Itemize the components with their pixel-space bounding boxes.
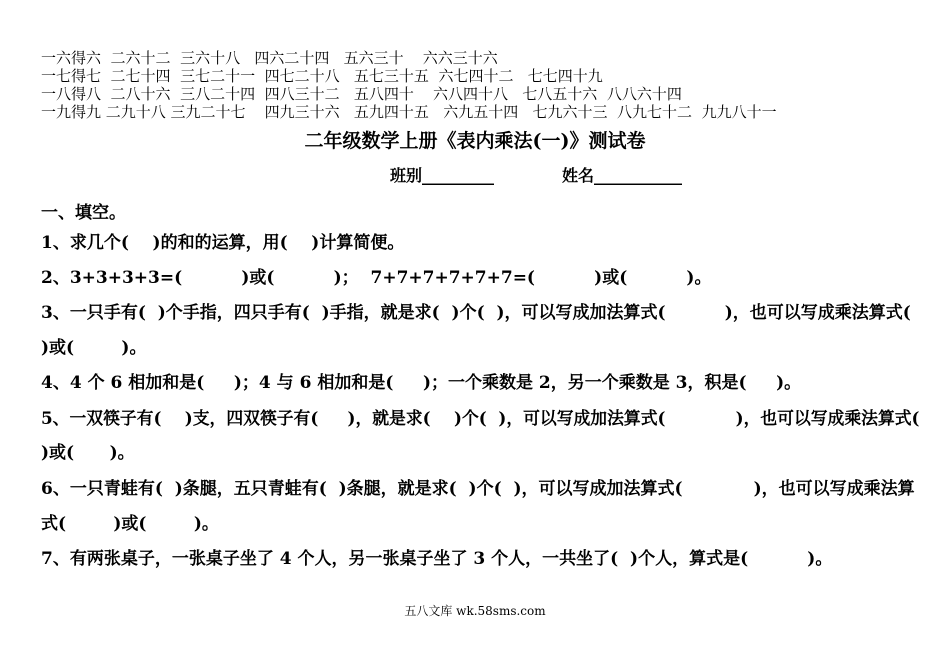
multiplication-table-row-7: 一七得七 二七十四 三七二十一 四七二十八 五七三十五 六七四十二 七七四十九 bbox=[41, 67, 603, 85]
question-4: 4、4 个 6 相加和是( )；4 与 6 相加和是( )；一个乘数是 2，另一个乘数是 3，积是( )。 bbox=[41, 373, 802, 393]
footer-watermark: 五八文库 wk.58sms.com bbox=[404, 604, 546, 618]
question-1: 1、求几个( )的和的运算，用( )计算简便。 bbox=[41, 233, 405, 253]
section-fill-in-blank: 一、填空。 bbox=[41, 203, 126, 223]
question-3: 3、一只手有( )个手指，四只手有( )手指，就是求( )个( )，可以写成加法算式( )，也可以写成乘法算式( bbox=[41, 303, 911, 323]
multiplication-table-row-9: 一九得九 二九十八 三九二十七 四九三十六 五九四十五 六九五十四 七九六十三 八九七十二 九九八十一 bbox=[41, 103, 777, 121]
multiplication-table-row-6: 一六得六 二六十二 三六十八 四六二十四 五六三十 六六三十六 bbox=[41, 49, 498, 67]
question-6-continued: 式( )或( )。 bbox=[41, 514, 219, 534]
multiplication-table-row-8: 一八得八 二八十六 三八二十四 四八三十二 五八四十 六八四十八 七八五十六 八八六十四 bbox=[41, 85, 682, 103]
name-field: 姓名___________ bbox=[562, 166, 683, 185]
question-5-continued: )或( )。 bbox=[41, 443, 135, 463]
question-6: 6、一只青蛙有( )条腿，五只青蛙有( )条腿，就是求( )个( )，可以写成加法算式( )，也可以写成乘法算 bbox=[41, 479, 915, 499]
question-3-continued: )或( )。 bbox=[41, 338, 147, 358]
question-5: 5、一双筷子有( )支，四双筷子有( )，就是求( )个( )，可以写成加法算式( )，也可以写成乘法算式( bbox=[41, 408, 920, 428]
page-title: 二年级数学上册《表内乘法(一)》测试卷 bbox=[304, 130, 646, 152]
question-2: 2、3+3+3+3=( )或( )； 7+7+7+7+7+7=( )或( )。 bbox=[41, 268, 712, 288]
question-7: 7、有两张桌子，一张桌子坐了 4 个人，另一张桌子坐了 3 个人，一共坐了( )个人，算式是( )。 bbox=[41, 549, 833, 569]
class-field: 班别_________ bbox=[390, 166, 495, 185]
